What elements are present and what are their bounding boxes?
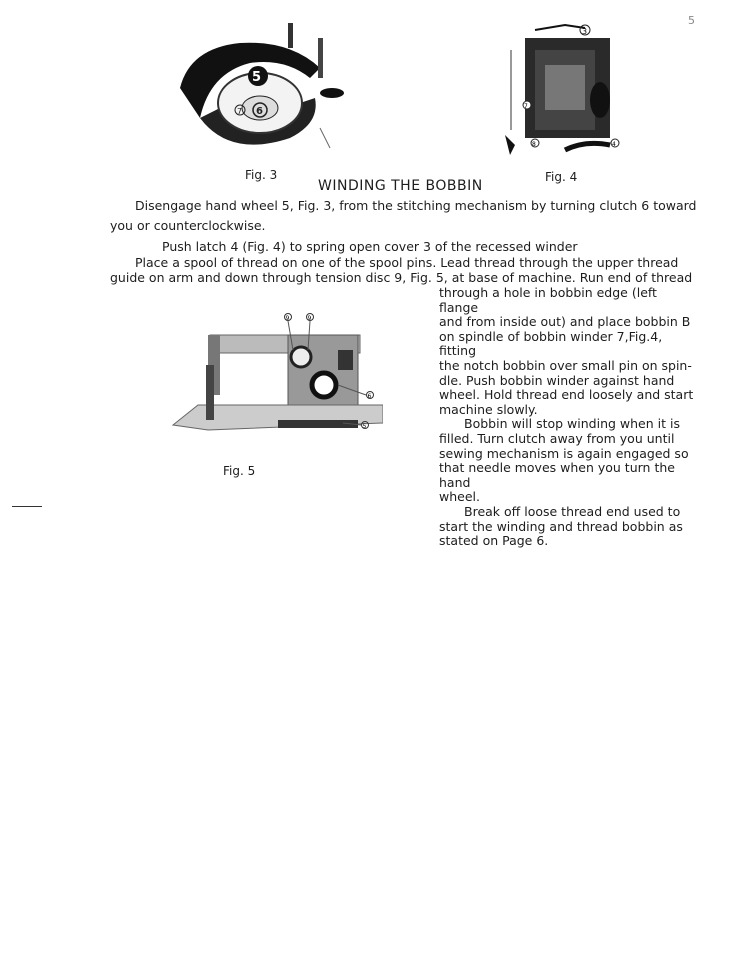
col-line: wheel. Hold thread end loosely and start: [439, 387, 694, 403]
col-line: and from inside out) and place bobbin B: [439, 314, 691, 330]
col-line: wheel.: [439, 489, 480, 505]
section-heading: WINDING THE BOBBIN: [318, 178, 483, 194]
paragraph-3-line-1: Place a spool of thread on one of the spool pins. Lead thread through the upper thread: [135, 255, 679, 270]
paragraph-1-line-2: you or counterclockwise.: [110, 218, 266, 233]
fig4-callout-8: 8: [532, 141, 536, 148]
fig3-caption: Fig. 3: [245, 168, 278, 182]
paragraph-1-line-1: Disengage hand wheel 5, Fig. 3, from the stitching mechanism by turning clutch 6 toward: [135, 198, 697, 213]
fig3-illustration: [170, 18, 360, 168]
col-line: stated on Page 6.: [439, 533, 549, 549]
col-line: on spindle of bobbin winder 7,Fig.4, fitting: [439, 328, 663, 359]
paragraph-2: Push latch 4 (Fig. 4) to spring open cover 3 of the recessed winder: [162, 239, 578, 254]
col-line: Break off loose thread end used to: [464, 503, 681, 519]
fig3-callout-7: 7: [237, 107, 243, 116]
fig3-callout-6: 6: [256, 106, 263, 117]
fig5-callout-9b: 9: [307, 315, 312, 322]
fig4-callout-4: 4: [612, 141, 616, 148]
fig5-callout-6: 6: [367, 393, 372, 400]
fig5-callout-5: 5: [362, 423, 367, 430]
fig5-caption: Fig. 5: [223, 464, 256, 478]
paragraph-3-line-2: guide on arm and down through tension disc 9, Fig. 5, at base of machine. Run end of thread: [110, 270, 693, 285]
fig4-caption: Fig. 4: [545, 170, 578, 184]
col-line: through a hole in bobbin edge (left flange: [439, 285, 657, 315]
fig4-illustration: [505, 20, 625, 160]
col-line: machine slowly.: [439, 401, 538, 417]
col-line: sewing mechanism is again engaged so: [439, 445, 689, 461]
col-line: the notch bobbin over small pin on spin-: [439, 357, 692, 373]
col-line: that needle moves when you turn the hand: [439, 460, 675, 490]
right-column-text: [439, 286, 695, 549]
fig3-callout-5: 5: [252, 70, 262, 85]
fig5-callout-9a: 9: [285, 315, 290, 322]
margin-rule: [12, 506, 42, 507]
col-line: Bobbin will stop winding when it is: [464, 416, 680, 432]
col-line: filled. Turn clutch away from you until: [439, 430, 675, 446]
col-line: dle. Push bobbin winder against hand: [439, 372, 675, 388]
fig4-callout-3: 3: [582, 27, 588, 36]
col-line: start the winding and thread bobbin as: [439, 518, 683, 534]
page-number-mark: 5: [688, 14, 695, 27]
fig5-illustration: [168, 305, 383, 465]
fig4-callout-7: 7: [524, 103, 528, 110]
